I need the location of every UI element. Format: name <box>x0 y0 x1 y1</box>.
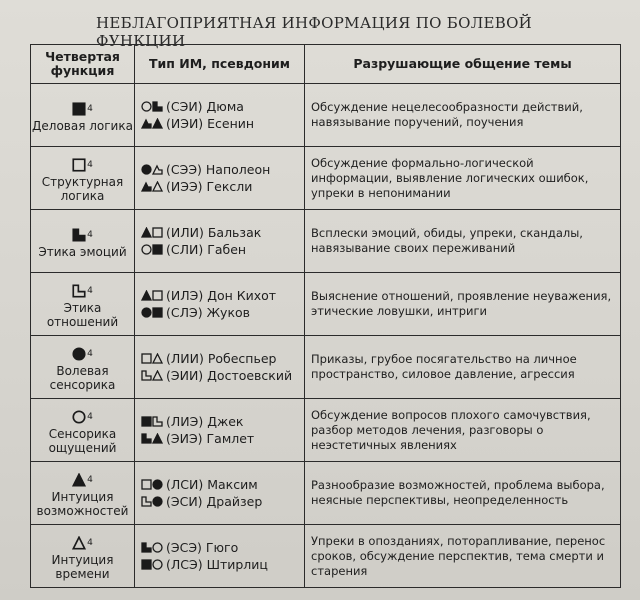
white-square-l-icon <box>152 416 163 427</box>
black-square-l-icon <box>141 433 152 444</box>
type-name: (ЛИЭ) Джек <box>166 414 244 429</box>
table-row <box>31 84 621 147</box>
themes-cell: Обсуждение нецелесообразности действий, навязывание поручений, поучения <box>305 84 621 147</box>
function-name: Деловая логика <box>32 118 133 133</box>
white-square-icon <box>141 479 152 490</box>
white-square-icon <box>152 290 163 301</box>
themes-cell: Обсуждение формально-логической информации, выявление логических ошибок, упреки в непонимании <box>305 147 621 210</box>
white-square-l-icon <box>72 284 86 298</box>
type-icons <box>141 353 163 364</box>
black-square-icon <box>141 416 152 427</box>
black-circle-icon <box>141 307 152 318</box>
black-triangle-icon <box>152 433 163 444</box>
function-name: Структурная логика <box>41 174 124 203</box>
type-name: (СЛЭ) Жуков <box>166 305 251 320</box>
black-circle-icon <box>141 164 152 175</box>
type-line <box>141 224 304 241</box>
function-cell <box>31 462 135 525</box>
type-icons <box>141 307 163 318</box>
type-name: (ЛСИ) Максим <box>166 477 258 492</box>
black-square-icon <box>152 244 163 255</box>
function-name: Интуиция времени <box>51 552 114 581</box>
function-number: 4 <box>87 348 93 359</box>
white-square-icon <box>152 227 163 238</box>
function-number: 4 <box>87 285 93 296</box>
type-name: (ЛИИ) Робеспьер <box>166 351 277 366</box>
black-triangle-icon <box>141 227 152 238</box>
type-icons <box>141 433 163 444</box>
type-icons <box>141 244 163 255</box>
table-row <box>31 525 621 588</box>
table-header-row <box>31 45 621 84</box>
black-circle-icon <box>152 496 163 507</box>
white-square-icon <box>72 158 86 172</box>
type-icons <box>141 181 163 192</box>
function-cell <box>31 84 135 147</box>
type-icons <box>141 101 163 112</box>
type-line <box>141 241 304 258</box>
type-line <box>141 476 304 493</box>
type-line <box>141 304 304 321</box>
type-name: (ЭСЭ) Гюго <box>166 540 239 555</box>
function-name: Сенсорика ощущений <box>48 426 117 455</box>
info-table <box>30 44 621 588</box>
function-number: 4 <box>87 474 93 485</box>
black-triangle-icon <box>152 118 163 129</box>
type-line <box>141 493 304 510</box>
type-icons <box>141 479 163 490</box>
function-cell <box>31 336 135 399</box>
type-name: (ИЭИ) Есенин <box>166 116 255 131</box>
type-name: (ЛСЭ) Штирлиц <box>166 557 268 572</box>
function-cell <box>31 399 135 462</box>
type-cell <box>135 399 305 462</box>
type-cell <box>135 84 305 147</box>
white-circle-icon <box>141 101 152 112</box>
type-icons <box>141 290 163 301</box>
type-icons <box>141 118 163 129</box>
type-line <box>141 413 304 430</box>
type-icons <box>141 416 163 427</box>
header-themes: Разрушающие общение темы <box>305 45 621 84</box>
function-name: Волевая сенсорика <box>49 363 116 392</box>
function-name: Этика отношений <box>46 300 119 329</box>
type-icons <box>141 227 163 238</box>
type-name: (СЭЭ) Наполеон <box>166 162 271 177</box>
black-triangle-icon <box>72 473 86 487</box>
type-cell <box>135 147 305 210</box>
black-square-icon <box>72 102 86 116</box>
type-name: (СЛИ) Габен <box>166 242 247 257</box>
type-name: (СЭИ) Дюма <box>166 99 244 114</box>
white-triangle-l-icon <box>152 164 163 175</box>
white-circle-icon <box>152 559 163 570</box>
type-cell <box>135 336 305 399</box>
black-triangle-l-icon <box>141 118 152 129</box>
type-cell <box>135 525 305 588</box>
table-row <box>31 273 621 336</box>
type-line <box>141 367 304 384</box>
page-title: НЕБЛАГОПРИЯТНАЯ ИНФОРМАЦИЯ ПО БОЛЕВОЙ ФУНКЦИИ <box>96 14 533 50</box>
header-function: Четвертая функция <box>31 45 135 84</box>
type-icons <box>141 370 163 381</box>
type-icons <box>141 496 163 507</box>
type-line <box>141 287 304 304</box>
type-name: (ИЛЭ) Дон Кихот <box>166 288 277 303</box>
function-cell <box>31 147 135 210</box>
black-square-icon <box>152 307 163 318</box>
type-name: (ЭИИ) Достоевский <box>166 368 293 383</box>
themes-cell: Обсуждение вопросов плохого самочувствия, разбор методов лечения, разговоры о неэстетичных явлениях <box>305 399 621 462</box>
type-line <box>141 178 304 195</box>
type-name: (ИЛИ) Бальзак <box>166 225 262 240</box>
themes-cell: Всплески эмоций, обиды, упреки, скандалы, навязывание своих переживаний <box>305 210 621 273</box>
table-row <box>31 399 621 462</box>
white-circle-icon <box>72 410 86 424</box>
type-line <box>141 556 304 573</box>
function-cell <box>31 273 135 336</box>
type-line <box>141 350 304 367</box>
function-number: 4 <box>87 537 93 548</box>
type-name: (ЭИЭ) Гамлет <box>166 431 255 446</box>
white-triangle-icon <box>72 536 86 550</box>
themes-cell: Упреки в опозданиях, поторапливание, перенос сроков, обсуждение перспектив, тема смерти и старения <box>305 525 621 588</box>
black-square-l-icon <box>152 101 163 112</box>
type-line <box>141 430 304 447</box>
white-circle-icon <box>152 542 163 553</box>
type-name: (ЭСИ) Драйзер <box>166 494 263 509</box>
type-icons <box>141 164 163 175</box>
function-number: 4 <box>87 103 93 114</box>
type-line <box>141 115 304 132</box>
type-cell <box>135 273 305 336</box>
function-number: 4 <box>87 229 93 240</box>
white-triangle-icon <box>152 370 163 381</box>
black-triangle-icon <box>141 290 152 301</box>
white-square-icon <box>141 353 152 364</box>
type-line <box>141 539 304 556</box>
type-line <box>141 161 304 178</box>
type-icons <box>141 542 163 553</box>
table-row <box>31 462 621 525</box>
black-triangle-l-icon <box>141 181 152 192</box>
header-type: Тип ИМ, псевдоним <box>135 45 305 84</box>
type-cell <box>135 462 305 525</box>
type-icons <box>141 559 163 570</box>
type-line <box>141 98 304 115</box>
type-name: (ИЭЭ) Гексли <box>166 179 253 194</box>
black-square-l-icon <box>141 542 152 553</box>
function-number: 4 <box>87 411 93 422</box>
function-number: 4 <box>87 159 93 170</box>
themes-cell: Выяснение отношений, проявление неуважения, этические ловушки, интриги <box>305 273 621 336</box>
function-name: Интуиция возможностей <box>36 489 129 518</box>
black-circle-icon <box>72 347 86 361</box>
themes-cell: Разнообразие возможностей, проблема выбора, неясные перспективы, неопределенность <box>305 462 621 525</box>
black-square-l-icon <box>72 228 86 242</box>
white-square-l-icon <box>141 496 152 507</box>
white-circle-icon <box>141 244 152 255</box>
table-row <box>31 210 621 273</box>
white-triangle-icon <box>152 181 163 192</box>
table-row <box>31 147 621 210</box>
function-name: Этика эмоций <box>38 244 127 259</box>
table-row <box>31 336 621 399</box>
type-cell <box>135 210 305 273</box>
function-cell <box>31 210 135 273</box>
black-square-icon <box>141 559 152 570</box>
white-triangle-icon <box>152 353 163 364</box>
black-circle-icon <box>152 479 163 490</box>
white-square-l-icon <box>141 370 152 381</box>
themes-cell: Приказы, грубое посягательство на личное пространство, силовое давление, агрессия <box>305 336 621 399</box>
function-cell <box>31 525 135 588</box>
